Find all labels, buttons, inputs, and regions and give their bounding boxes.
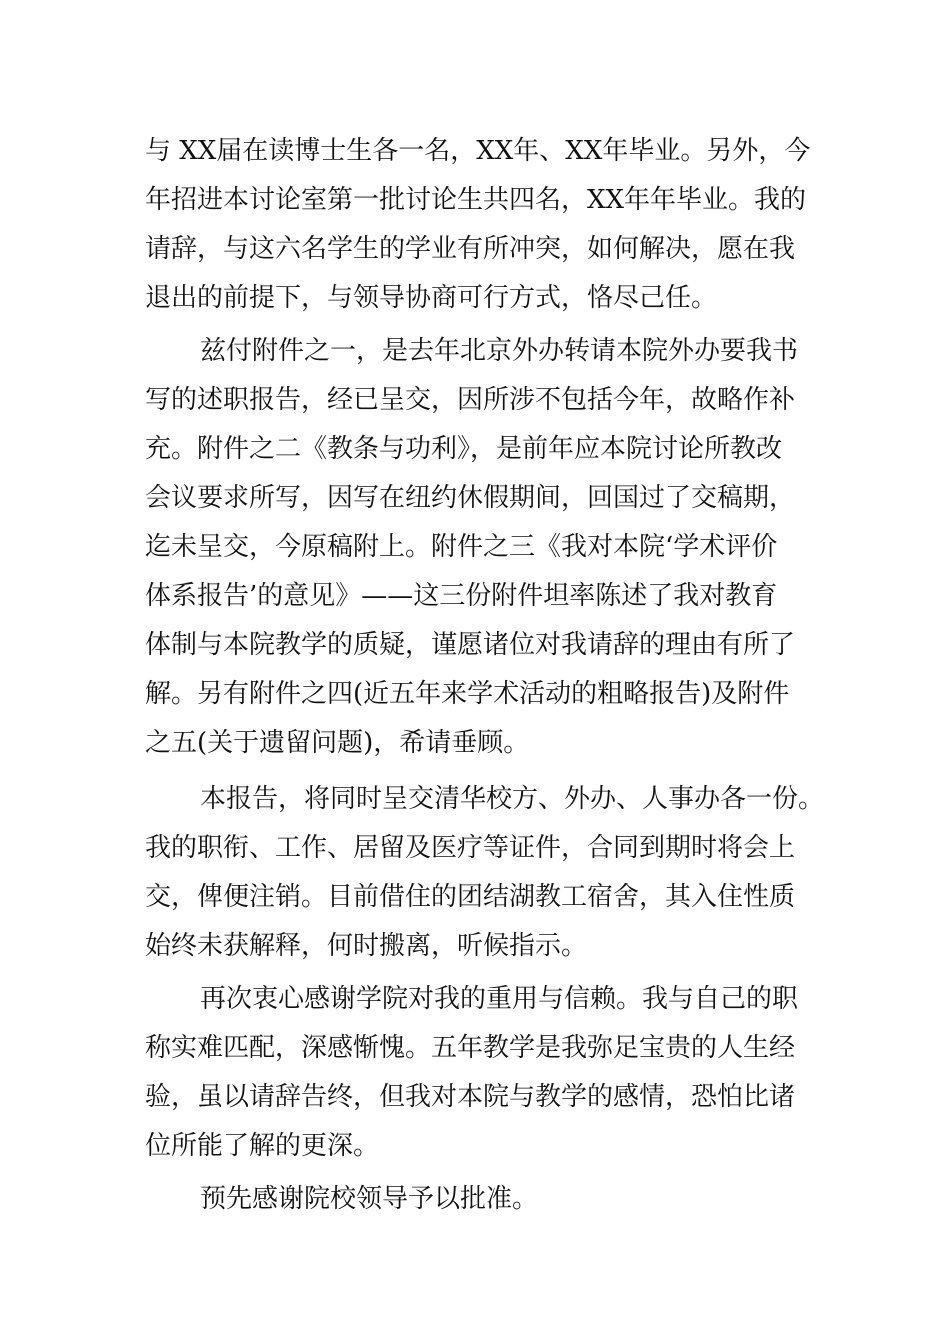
text-line: 交，俾便注销。目前借住的团结湖教工宿舍，其入住性质 <box>145 882 796 912</box>
text-line: 位所能了解的更深。 <box>145 1131 380 1161</box>
text-line: 始终未获解释，何时搬离，听候指示。 <box>145 931 588 961</box>
text-line: 预先感谢院校领导予以批准。 <box>200 1184 539 1214</box>
text-line: 体制与本院教学的质疑，谨愿诸位对我请辞的理由有所了 <box>145 630 796 660</box>
text-line: 年招进本讨论室第一批讨论生共四名，XX年年毕业。我的 <box>145 185 807 215</box>
text-line: 请辞，与这六名学生的学业有所冲突，如何解决，愿在我 <box>145 234 796 264</box>
text-line: 本报告，将同时呈交清华校方、外办、人事办各一份。 <box>200 784 825 814</box>
text-line: 我的职衔、工作、居留及医疗等证件，合同到期时将会上 <box>145 833 796 863</box>
text-line: 之五(关于遗留问题)，希请垂顾。 <box>145 728 530 758</box>
text-line: 解。另有附件之四(近五年来学术活动的粗略报告)及附件 <box>145 679 790 709</box>
text-line: 充。附件之二《教条与功利》，是前年应本院讨论所教改 <box>145 434 783 464</box>
text-line: 退出的前提下，与领导协商可行方式，恪尽己任。 <box>145 283 718 313</box>
text-line: 兹付附件之一，是去年北京外办转请本院外办要我书 <box>200 336 799 366</box>
text-line: 与 XX届在读博士生各一名，XX年、XX年毕业。另外，今 <box>145 136 811 166</box>
text-line: 会议要求所写，因写在纽约休假期间，回国过了交稿期， <box>145 483 796 513</box>
text-line: 体系报告’的意见》——这三份附件坦率陈述了我对教育 <box>145 581 778 611</box>
text-line: 迄未呈交，今原稿附上。附件之三《我对本院‘学术评价 <box>145 532 778 562</box>
text-line: 再次衷心感谢学院对我的重用与信赖。我与自己的职 <box>200 984 799 1014</box>
text-line: 写的述职报告，经已呈交，因所涉不包括今年，故略作补 <box>145 385 796 415</box>
text-line: 称实难匹配，深感惭愧。五年教学是我弥足宝贵的人生经 <box>145 1033 796 1063</box>
text-line: 验，虽以请辞告终，但我对本院与教学的感情，恐怕比诸 <box>145 1082 796 1112</box>
